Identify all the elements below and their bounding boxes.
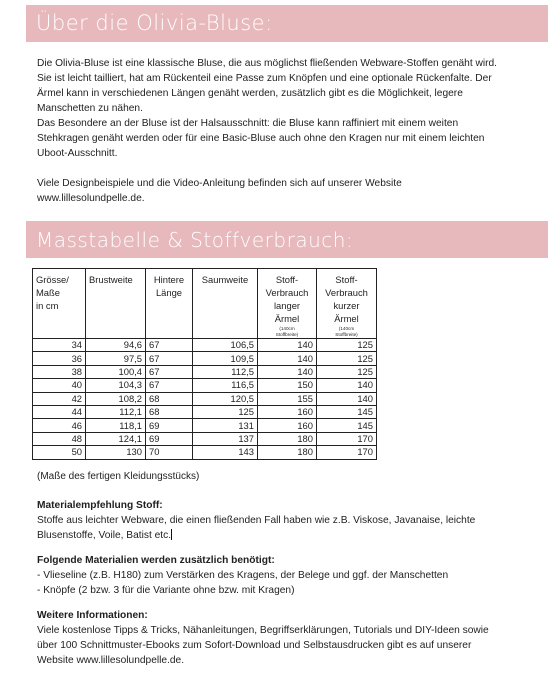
table-cell: 140 — [258, 365, 317, 378]
table-cell: 97,5 — [86, 352, 146, 365]
column-header-line: Maße — [36, 287, 60, 298]
column-header-note-line: Stoffbreite) — [335, 332, 358, 337]
intro-line: Viele Designbeispiele und die Video-Anleitung befinden sich auf unserer Website — [37, 178, 402, 189]
column-header — [317, 269, 377, 339]
table-cell: 116,5 — [193, 379, 258, 392]
table-cell: 145 — [317, 405, 377, 418]
table-cell: 125 — [317, 352, 377, 365]
table-row — [33, 392, 377, 405]
intro-paragraph — [37, 56, 542, 206]
table-cell: 69 — [146, 432, 193, 445]
size-table-header — [33, 269, 377, 339]
info-line: Website www.lillesolundpelle.de. — [37, 655, 185, 666]
material-section — [37, 498, 542, 543]
table-cell: 67 — [146, 352, 193, 365]
table-cell: 68 — [146, 405, 193, 418]
table-cell: 140 — [317, 379, 377, 392]
table-cell: 68 — [146, 392, 193, 405]
table-cell: 140 — [317, 392, 377, 405]
column-header-line: Länge — [155, 287, 183, 298]
material-line: Blusenstoffe, Voile, Batist etc. — [37, 530, 172, 541]
info-heading: Weitere Informationen: — [37, 610, 148, 621]
table-row — [33, 432, 377, 445]
column-header — [193, 269, 258, 339]
table-cell: 67 — [146, 365, 193, 378]
table-cell: 130 — [86, 446, 146, 459]
material-line: Stoffe aus leichter Webware, die einen fließenden Fall haben wie z.B. Viskose, Javanaise, leichte — [37, 515, 476, 526]
column-header-line: Stoff- — [335, 274, 358, 285]
table-heading-banner — [26, 221, 548, 258]
column-header-line: Brustweite — [89, 274, 133, 285]
column-header-line: langer — [273, 300, 301, 311]
intro-line: Manschetten zu nähen. — [37, 103, 143, 114]
table-cell: 48 — [33, 432, 86, 445]
table-cell: 108,2 — [86, 392, 146, 405]
column-header-line: Verbrauch — [325, 287, 368, 298]
table-cell: 69 — [146, 419, 193, 432]
required-heading: Folgende Materialien werden zusätzlich benötigt: — [37, 555, 275, 566]
intro-line: Sie ist leicht tailliert, hat am Rückenteil eine Passe zum Knöpfen und eine optionale Rückenfalte. Der — [37, 73, 492, 84]
table-cell: 38 — [33, 365, 86, 378]
table-row — [33, 352, 377, 365]
table-cell: 100,4 — [86, 365, 146, 378]
column-header-line: Hintere — [153, 274, 185, 285]
column-header-line: kurzer — [333, 300, 360, 311]
column-header-line: Ärmel — [334, 313, 359, 324]
table-row — [33, 419, 377, 432]
column-header-note-line: Stoffbreite) — [275, 332, 299, 337]
column-header — [146, 269, 193, 339]
table-note: (Maße des fertigen Kleidungsstücks) — [37, 471, 200, 482]
table-cell: 70 — [146, 446, 193, 459]
size-table-body — [33, 339, 377, 460]
column-header-line: Saumweite — [201, 274, 249, 285]
column-header-line: in cm — [36, 300, 59, 311]
column-header — [86, 269, 146, 339]
table-cell: 180 — [258, 446, 317, 459]
table-cell: 140 — [258, 339, 317, 352]
column-header-note — [320, 326, 373, 338]
table-cell: 34 — [33, 339, 86, 352]
table-cell: 112,5 — [193, 365, 258, 378]
intro-line — [37, 161, 542, 176]
size-table — [32, 268, 377, 460]
table-cell: 150 — [258, 379, 317, 392]
table-cell: 170 — [317, 432, 377, 445]
table-cell: 125 — [193, 405, 258, 418]
table-cell: 46 — [33, 419, 86, 432]
table-cell: 112,1 — [86, 405, 146, 418]
table-cell: 143 — [193, 446, 258, 459]
table-cell: 125 — [317, 365, 377, 378]
table-cell: 67 — [146, 339, 193, 352]
info-section — [37, 608, 542, 668]
table-cell: 67 — [146, 379, 193, 392]
table-heading: Masstabelle & Stoffverbrauch: — [36, 228, 354, 252]
table-row — [33, 446, 377, 459]
table-cell: 36 — [33, 352, 86, 365]
table-cell: 160 — [258, 419, 317, 432]
intro-heading: Über die Olivia-Bluse: — [36, 11, 273, 35]
table-cell: 104,3 — [86, 379, 146, 392]
table-cell: 50 — [33, 446, 86, 459]
required-section — [37, 553, 542, 598]
material-heading: Materialempfehlung Stoff: — [37, 500, 163, 511]
intro-heading-banner — [26, 5, 548, 42]
intro-line: Uboot-Ausschnitt. — [37, 148, 118, 159]
table-cell: 155 — [258, 392, 317, 405]
column-header-line: Ärmel — [274, 313, 300, 324]
info-line: Viele kostenlose Tipps & Tricks, Nähanleitungen, Begriffserklärungen, Tutorials und DIY-Ideen sowie — [37, 625, 489, 636]
column-header-line: Verbrauch — [265, 287, 309, 298]
table-row — [33, 365, 377, 378]
text-cursor — [171, 529, 172, 540]
intro-line: Die Olivia-Bluse ist eine klassische Bluse, die aus möglichst fließenden Webware-Stoffen genäht wird. — [37, 58, 497, 69]
column-header-line: Grösse/ — [36, 274, 69, 285]
table-cell: 125 — [317, 339, 377, 352]
column-header — [33, 269, 86, 339]
table-cell: 42 — [33, 392, 86, 405]
column-header-line: Stoff- — [275, 274, 299, 285]
intro-line: www.lillesolundpelle.de. — [37, 193, 145, 204]
table-cell: 106,5 — [193, 339, 258, 352]
info-line: über 100 Schnittmuster-Ebooks zum Sofort-Download und Selbstausdrucken gibt es auf unserer — [37, 640, 472, 651]
required-line: - Vlieseline (z.B. H180) zum Verstärken des Kragens, der Belege und ggf. der Manschetten — [37, 570, 449, 581]
intro-line: Stehkragen genäht werden oder für eine Basic-Bluse auch ohne den Kragen nur mit einem leichten — [37, 133, 485, 144]
table-cell: 44 — [33, 405, 86, 418]
table-cell: 180 — [258, 432, 317, 445]
table-cell: 160 — [258, 405, 317, 418]
table-cell: 137 — [193, 432, 258, 445]
table-cell: 40 — [33, 379, 86, 392]
column-header-note-line: (140cm — [338, 326, 355, 331]
column-header-note-line: (140cm — [279, 326, 295, 331]
column-header-note — [261, 326, 313, 338]
table-row — [33, 379, 377, 392]
column-header — [258, 269, 317, 339]
table-row — [33, 339, 377, 352]
table-cell: 124,1 — [86, 432, 146, 445]
table-cell: 140 — [258, 352, 317, 365]
table-cell: 145 — [317, 419, 377, 432]
table-cell: 131 — [193, 419, 258, 432]
required-line: - Knöpfe (2 bzw. 3 für die Variante ohne bzw. mit Kragen) — [37, 585, 295, 596]
intro-line: Ärmel kann in verschiedenen Längen genäht werden, zusätzlich gibt es die Möglichkeit, legere — [37, 88, 463, 99]
table-cell: 170 — [317, 446, 377, 459]
intro-line: Das Besondere an der Bluse ist der Halsausschnitt: die Bluse kann raffiniert mit einem weiten — [37, 118, 459, 129]
table-cell: 118,1 — [86, 419, 146, 432]
table-row — [33, 405, 377, 418]
table-cell: 109,5 — [193, 352, 258, 365]
table-cell: 94,6 — [86, 339, 146, 352]
table-cell: 120,5 — [193, 392, 258, 405]
